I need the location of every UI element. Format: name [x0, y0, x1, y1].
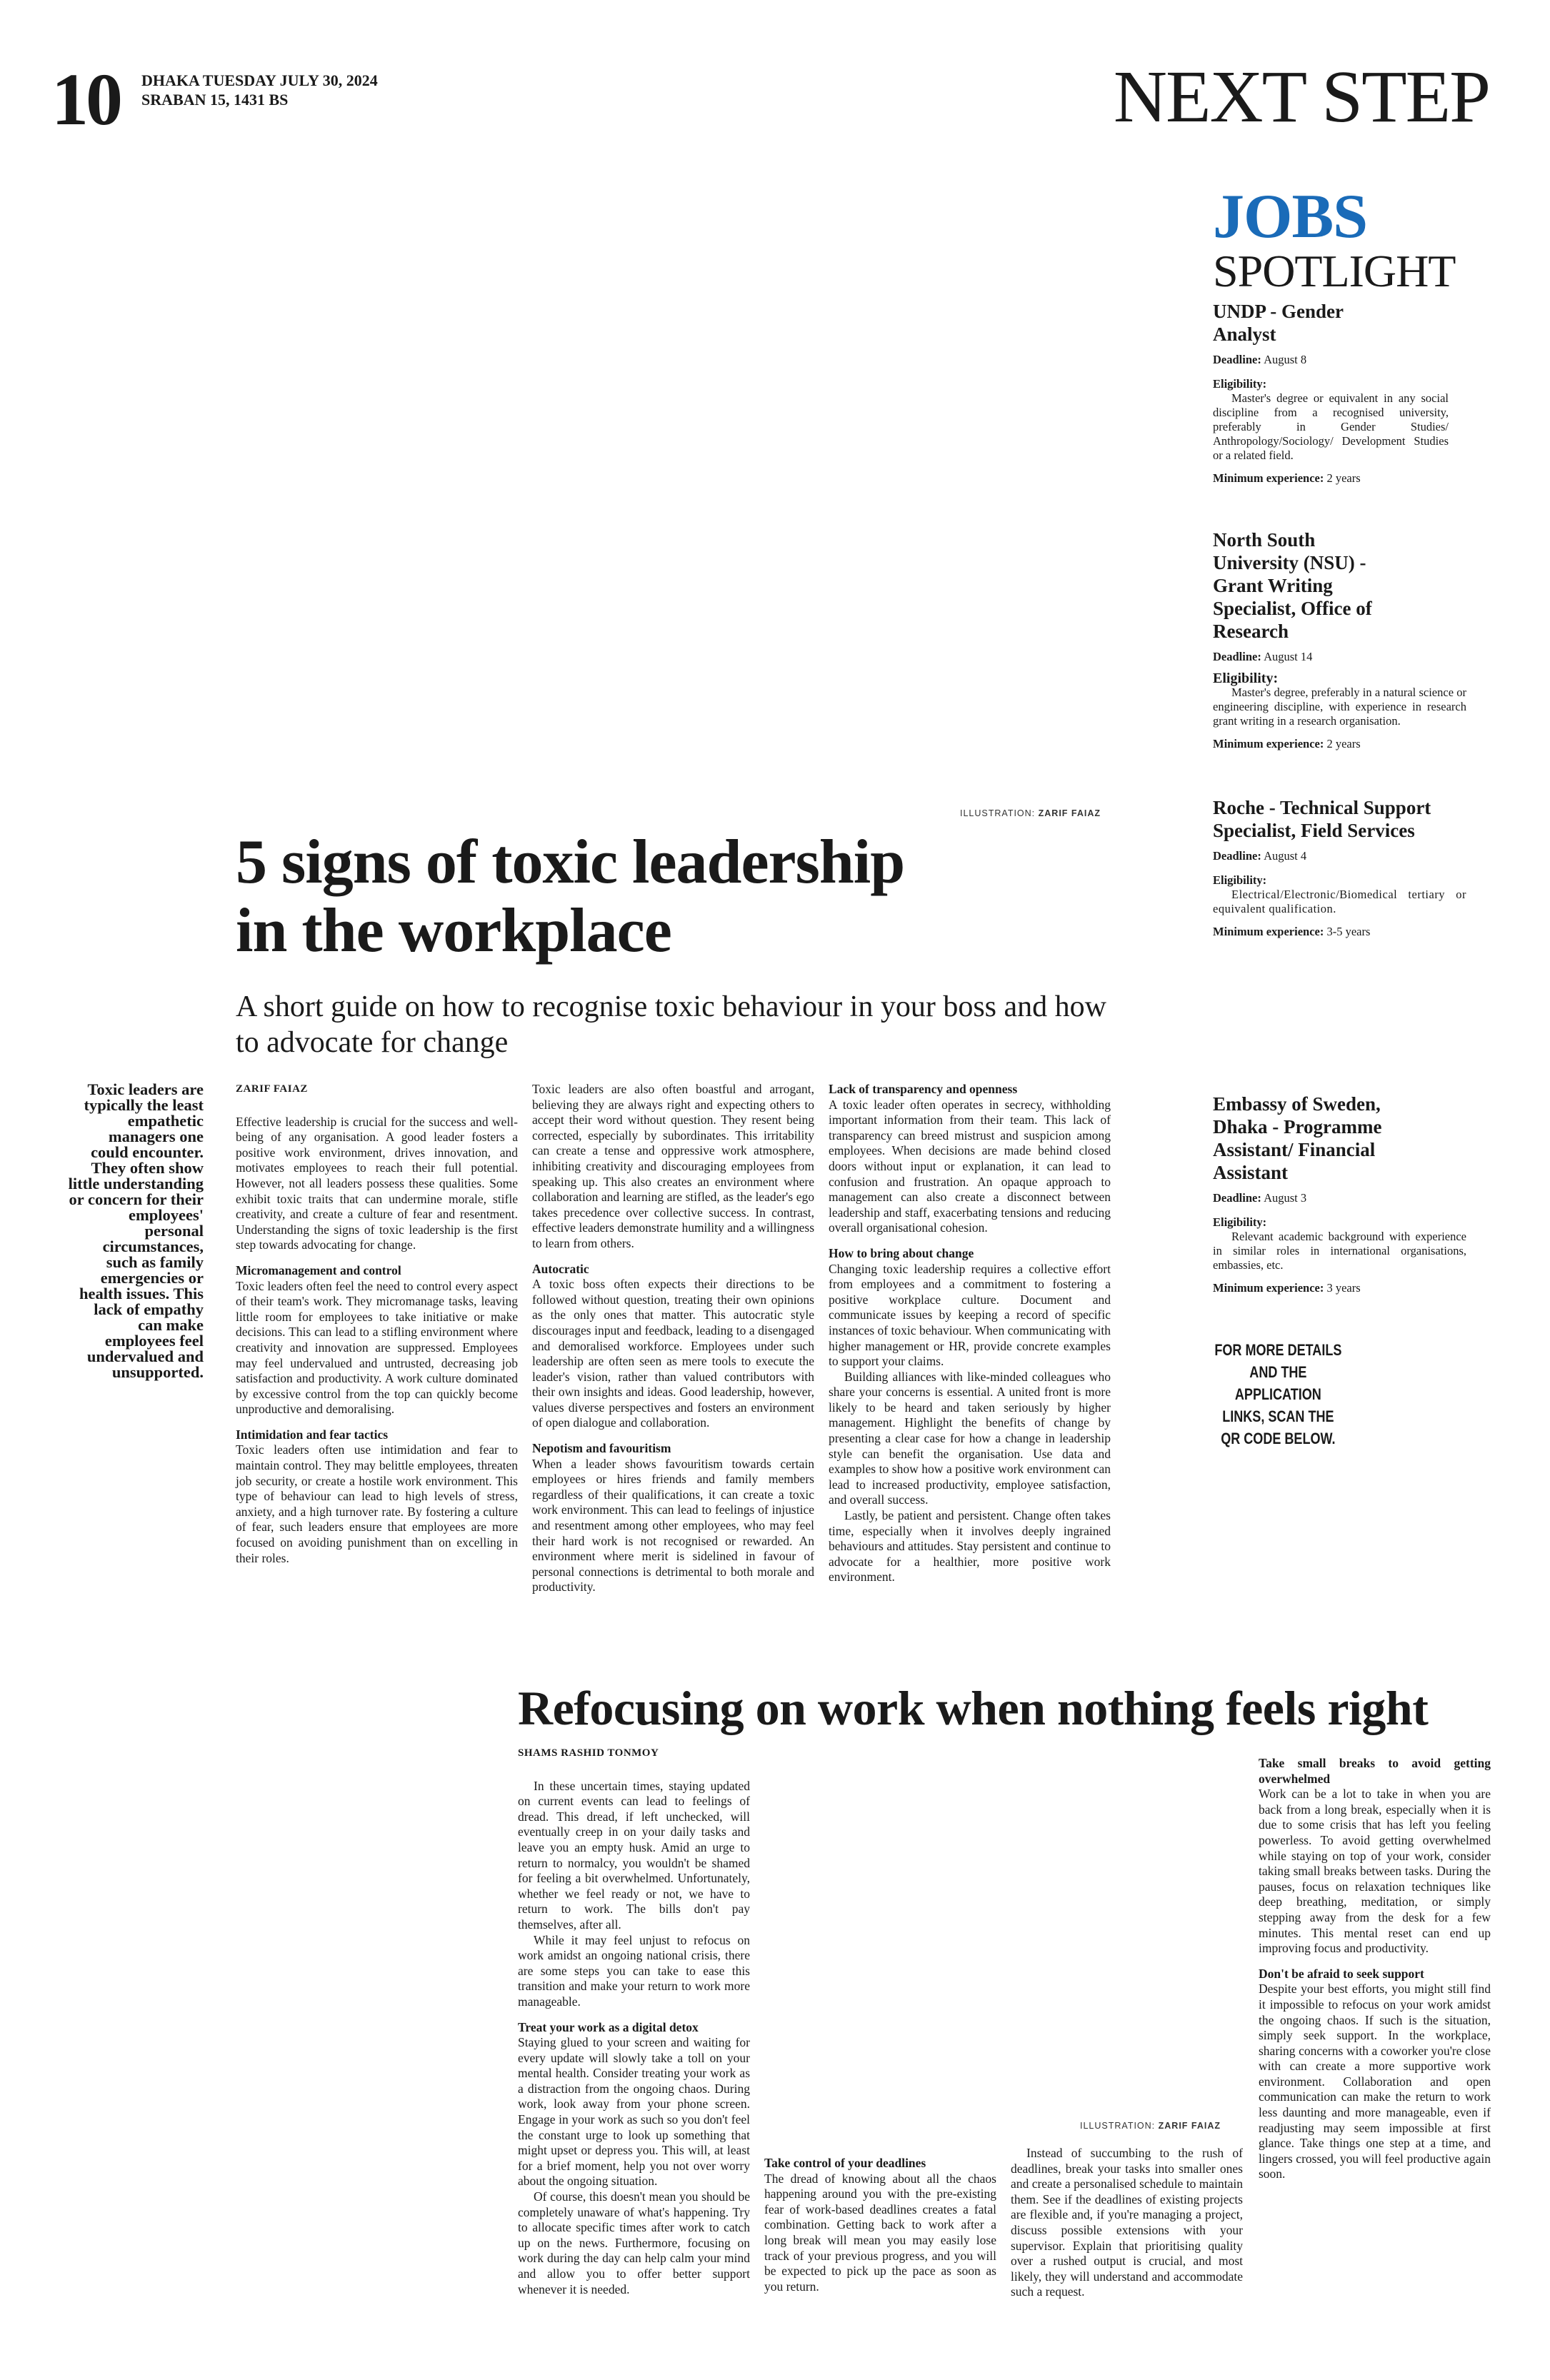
spotlight-panel [1213, 182, 1474, 296]
paragraph: In these uncertain times, staying updated on current events can lead to feelings of dread. This dread, if left unchecked, will eventually creep in on your daily tasks and leave you an empty husk. Amid an urge to return to normalcy, you wouldn't be shamed for feeling a bit overwhelmed. Unfortunately, whether we feel ready or not, we have to return to work. The bills don't pay themselves, after all. [518, 1778, 750, 1932]
article-column [829, 1082, 1111, 1585]
subheading: Micromanagement and control [236, 1262, 401, 1277]
byline: SHAMS RASHID TONMOY [518, 1747, 659, 1759]
subheading: Don't be afraid to seek support [1259, 1966, 1424, 1981]
subheading: Take control of your deadlines [764, 2156, 926, 2170]
paragraph: Of course, this doesn't mean you should be completely unaware of what's happening. Try to allocate specific times after work to catch up on the news. Furthermore, focusing on work during the day can help calm your mind and allow you to offer better support whenever it is needed. [518, 2189, 750, 2296]
jobs-heading: JOBS [1213, 182, 1368, 251]
paragraph: Instead of succumbing to the rush of deadlines, break your tasks into smaller ones and create a personalised schedule to maintain them. See if the deadlines of existing projects are flexible and, if you're managing a project, discuss possible extensions with your supervisor. Explain that prioritising quality over a rushed output is crucial, and most likely, they will understand and accommodate such a request. [1011, 2146, 1243, 2299]
paragraph: Work can be a lot to take in when you are back from a long break, especially when it is due to some crisis that has left you feeling powerless. To avoid getting overwhelmed while staying on top of your work, consider taking small breaks between tasks. During the pauses, focus on relaxation techniques like deep breathing, meditation, or simply stepping away from the desk for a few minutes. This mental reset can end up improving focus and productivity. [1259, 1787, 1491, 1956]
paragraph: Toxic leaders often feel the need to control every aspect of their team's work. They micromanage tasks, leaving little room for employees to take initiative or make decisions. This can lead to a stifling environment where creativity and innovation are suppressed. Employees may feel undervalued and untrusted, decreasing job satisfaction and productivity. A work culture dominated by excessive control from the top can quickly become unproductive and demoralising. [236, 1278, 518, 1417]
paragraph: When a leader shows favouritism towards certain employees or hires friends and family members regardless of their qualifications, it can create a toxic work environment. This can lead to feelings of injustice and resentment among other employees, who may feel their hard work is not recognised or rewarded. An environment where merit is sidelined in favour of personal connections is detrimental to both morale and productivity. [532, 1456, 814, 1595]
job-listing [1213, 528, 1466, 751]
job-title: Embassy of Sweden, Dhaka - Programme Assistant/ Financial Assistant [1213, 1093, 1382, 1183]
job-experience: Minimum experience: 2 years [1213, 471, 1361, 485]
job-eligibility-label: Eligibility: [1213, 377, 1267, 391]
paragraph: Building alliances with like-minded colleagues who share your concerns is essential. A united front is more likely to be heard and taken seriously by higher management. Highlight the benefits of change by presenting a clear case for how a change in leadership style can benefit the organisation. Use data and examples to show how a positive work environment can lead to increased productivity, employee satisfaction, and overall success. [829, 1369, 1111, 1507]
paragraph: While it may feel unjust to refocus on work amidst an ongoing national crisis, there are some steps you can take to ease this transition and make your return to work more manageable. [518, 1932, 750, 2009]
paragraph: Staying glued to your screen and waiting for every update will slowly take a toll on your mental health. Consider treating your work as a distraction from the ongoing chaos. During work, look away from your phone screen. Engage in your work as such so you don't feel the constant urge to look up something that might upset or depress you. This will, at least for a brief moment, help you not over worry about the ongoing situation. [518, 2035, 750, 2189]
byline: ZARIF FAIAZ [236, 1083, 308, 1095]
job-eligibility: Relevant academic background with experience in similar roles in international organisations, embassies, etc. [1213, 1230, 1466, 1272]
subheading: Autocratic [532, 1261, 589, 1276]
job-eligibility-label: Eligibility: [1213, 1215, 1267, 1229]
subheading: Lack of transparency and openness [829, 1082, 1018, 1096]
date-line: DHAKA TUESDAY JULY 30, 2024 [141, 71, 378, 89]
paragraph: Effective leadership is crucial for the success and well-being of any organisation. A good leader fosters a positive work environment, drives innovation, and motivates employees to reach their full potential. However, not all leaders possess these qualities. Some exhibit toxic traits that can undermine morale, stifle creativity, and create a culture of fear and resentment. Understanding the signs of toxic leadership is the first step towards advocating for change. [236, 1114, 518, 1252]
article-column [236, 1082, 518, 1566]
paragraph: A toxic boss often expects their directions to be followed without question, treating their own opinions as the only ones that matter. This autocratic style discourages input and feedback, leading to a disengaged and demoralised workforce. Employees under such leadership are often seen as mere tools to execute the leader's vision, rather than valued contributors with their own insights and ideas. Good leadership, however, values diverse perspectives and fosters an environment of open dialogue and collaboration. [532, 1277, 814, 1430]
paragraph: Changing toxic leadership requires a collective effort from employees and a commitment to fostering a positive workplace culture. Document and communicate issues by keeping a record of specific instances of toxic behaviour. When communicating with higher management or HR, provide concrete examples to support your claims. [829, 1261, 1111, 1369]
illustration-credit: ILLUSTRATION: ZARIF FAIAZ [960, 808, 1101, 818]
paragraph: Despite your best efforts, you might still find it impossible to refocus on your work amidst the ongoing chaos. If such is the situation, simply seek support. In the workplace, sharing concerns with a coworker you're close with can create a more supportive work environment. Collaboration and open communication can make the return to work less daunting and more manageable, even if readjusting may seem impossible at first glance. Take things one step at a time, and lingers crossed, you will feel productive again soon. [1259, 1982, 1491, 2181]
page-number: 10 [51, 59, 120, 141]
section-title: NEXT STEP [1113, 56, 1489, 138]
job-deadline: Deadline: August 14 [1213, 650, 1313, 663]
job-experience: Minimum experience: 2 years [1213, 737, 1361, 750]
job-deadline: Deadline: August 3 [1213, 1191, 1307, 1205]
job-title: Roche - Technical Support Specialist, Field Services [1213, 797, 1431, 841]
job-eligibility-label: Eligibility: [1213, 873, 1267, 887]
job-title: UNDP - Gender Analyst [1213, 301, 1344, 345]
job-experience: Minimum experience: 3 years [1213, 1281, 1361, 1295]
pull-quote: Toxic leaders are typically the least empathetic managers one could encounter. They often show little understanding or concern for their employees' personal circumstances, such as family emergencies or health issues. This lack of empathy can make employees feel undervalued and unsupported. [68, 1080, 204, 1381]
job-eligibility: Electrical/Electronic/Biomedical tertiary or equivalent qualification. [1213, 888, 1466, 915]
article-column [1259, 1746, 1491, 2182]
subheading: Nepotism and favouritism [532, 1441, 671, 1456]
article-column [532, 1082, 814, 1595]
spotlight-heading: SPOTLIGHT [1213, 246, 1456, 296]
bangla-date: SRABAN 15, 1431 BS [141, 91, 289, 109]
subheading: Intimidation and fear tactics [236, 1427, 389, 1442]
job-listing [1213, 300, 1466, 486]
job-listing [1213, 1093, 1466, 1295]
job-deadline: Deadline: August 4 [1213, 849, 1307, 863]
job-deadline: Deadline: August 8 [1213, 353, 1307, 366]
headline-line: 5 signs of toxic leadership [236, 828, 905, 897]
job-experience: Minimum experience: 3-5 years [1213, 925, 1371, 938]
job-eligibility: Master's degree or equivalent in any social discipline from a recognised university, preferably in Gender Studies/ Anthropology/Sociology/ Development Studies or a related field. [1213, 391, 1449, 462]
paragraph: A toxic leader often operates in secrecy, withholding important information from their team. This lack of transparency can breed mistrust and suspicion among employees. When decisions are made behind closed doors without input or explanation, it can lead to confusion and frustration. An opaque approach to management can also create a disconnect between leadership and staff, exacerbating tensions and reducing overall organisational cohesion. [829, 1097, 1111, 1235]
paragraph: The dread of knowing about all the chaos happening around you with the pre-existing fear of work-based deadlines creates a fatal combination. Getting back to work after a long break will mean you may easily lose track of your previous progress, and you will be expected to pick up the pace as soon as you return. [764, 2171, 996, 2294]
job-eligibility-label: Eligibility: [1213, 671, 1279, 686]
headline-line: in the workplace [236, 896, 671, 965]
job-eligibility: Master's degree, preferably in a natural science or engineering discipline, with experience in research grant writing in a research organisation. [1213, 686, 1466, 728]
article-column [764, 2146, 996, 2294]
article-column [518, 1746, 750, 2297]
subheading: Treat your work as a digital detox [518, 2019, 699, 2034]
paragraph: Toxic leaders are also often boastful and arrogant, believing they are always right and expecting others to accept their word without question. They resent being corrected, especially by subordinates. This irritability can create a tense and oppressive work atmosphere, inhibiting creativity and discouraging employees from speaking up. This also creates an environment where collaboration and learning are stifled, as the leader's ego takes precedence over collective success. In contrast, effective leaders demonstrate humility and a willingness to learn from others. [532, 1082, 814, 1250]
qr-note: FOR MORE DETAILS AND THE APPLICATION LINKS, SCAN THE QR CODE BELOW. [1214, 1341, 1342, 1447]
paragraph: Toxic leaders often use intimidation and fear to maintain control. They may belittle employees, threaten job security, or create a hostile work environment. This type of behaviour can lead to high levels of stress, anxiety, and a high turnover rate. By fostering a culture of fear, such leaders ensure that employees are more focused on avoiding punishment than on excelling in their roles. [236, 1442, 518, 1565]
deck: A short guide on how to recognise toxic behaviour in your boss and how to advocate for change [236, 990, 1106, 1059]
headline [236, 828, 904, 965]
illustration-credit: ILLUSTRATION: ZARIF FAIAZ [1080, 2121, 1221, 2131]
article-column [1011, 2146, 1243, 2300]
headline: Refocusing on work when nothing feels right [518, 1681, 1429, 1735]
paragraph: Lastly, be patient and persistent. Change often takes time, especially when it involves deeply ingrained behaviours and attitudes. Stay persistent and continue to advocate for a healthier, more positive work environment. [829, 1508, 1111, 1585]
subheading: How to bring about change [829, 1245, 974, 1260]
job-listing [1213, 796, 1466, 939]
subheading: Take small breaks to avoid getting overwhelmed [1259, 1756, 1491, 1786]
job-title: North South University (NSU) - Grant Writing Specialist, Office of Research [1213, 529, 1372, 642]
